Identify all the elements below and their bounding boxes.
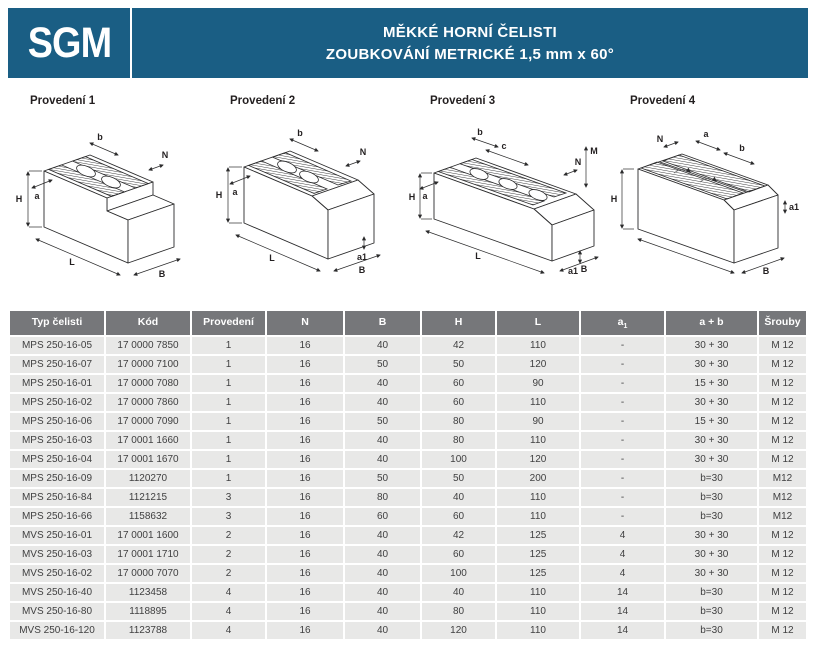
cell-typ-celisti: MVS 250-16-40: [10, 584, 104, 601]
col-header-n: [267, 311, 343, 335]
cell-a-plus-b: b=30: [666, 584, 757, 601]
cell-a-plus-b: 30 + 30: [666, 432, 757, 449]
cell-h: 60: [422, 508, 495, 525]
cell-a1: -: [581, 489, 664, 506]
cell-typ-celisti: MPS 250-16-02: [10, 394, 104, 411]
col-header-kod: [106, 311, 190, 335]
table-header-row: [10, 311, 806, 335]
drawing-provedeni-4-isometric: [608, 109, 808, 283]
cell-kod: 17 0001 1710: [106, 546, 190, 563]
cell-b: 40: [345, 432, 420, 449]
dim-label-B: B: [358, 265, 366, 275]
cell-typ-celisti: MVS 250-16-80: [10, 603, 104, 620]
figure-title: Provedení 4: [630, 95, 696, 107]
cell-a1: -: [581, 413, 664, 430]
cell-kod: 1158632: [106, 508, 190, 525]
figure-provedeni-4: [608, 93, 808, 283]
cell-typ-celisti: MPS 250-16-04: [10, 451, 104, 468]
table-row: [10, 413, 806, 430]
drawing-provedeni-3-isometric: [408, 109, 608, 283]
cell-srouby: M 12: [759, 622, 806, 639]
cell-a1: 14: [581, 584, 664, 601]
cell-h: 60: [422, 546, 495, 563]
col-header-label: a: [617, 315, 624, 328]
cell-provedeni: 1: [192, 470, 265, 487]
col-header-label: Kód: [137, 315, 159, 328]
cell-typ-celisti: MPS 250-16-09: [10, 470, 104, 487]
cell-b: 50: [345, 470, 420, 487]
cell-b: 40: [345, 451, 420, 468]
cell-kod: 17 0001 1660: [106, 432, 190, 449]
cell-kod: 17 0001 1670: [106, 451, 190, 468]
cell-srouby: M12: [759, 508, 806, 525]
cell-a-plus-b: 30 + 30: [666, 337, 757, 354]
cell-a-plus-b: 15 + 30: [666, 413, 757, 430]
table-row: [10, 489, 806, 506]
cell-a-plus-b: 30 + 30: [666, 356, 757, 373]
col-header-a-plus-b: [666, 311, 757, 335]
col-header-label: L: [534, 315, 542, 328]
cell-kod: 1123788: [106, 622, 190, 639]
cell-srouby: M 12: [759, 413, 806, 430]
brand-logo: SGM: [27, 18, 111, 67]
table-row: [10, 565, 806, 582]
dim-label-H: H: [15, 194, 23, 204]
cell-kod: 17 0000 7080: [106, 375, 190, 392]
cell-typ-celisti: MPS 250-16-05: [10, 337, 104, 354]
cell-a1: -: [581, 375, 664, 392]
cell-a-plus-b: 30 + 30: [666, 527, 757, 544]
col-header-label: Šrouby: [764, 315, 801, 328]
cell-l: 90: [497, 375, 579, 392]
cell-h: 42: [422, 337, 495, 354]
cell-typ-celisti: MVS 250-16-02: [10, 565, 104, 582]
cell-srouby: M 12: [759, 565, 806, 582]
cell-n: 16: [267, 451, 343, 468]
table-row: [10, 337, 806, 354]
dim-label-a: a: [34, 191, 40, 201]
table-row: [10, 470, 806, 487]
drawings-row: [8, 93, 808, 283]
table-header: [10, 311, 806, 335]
cell-provedeni: 1: [192, 413, 265, 430]
dim-label-H: H: [408, 192, 416, 202]
dim-label-b: b: [739, 143, 745, 153]
col-header-label: H: [454, 315, 463, 328]
cell-provedeni: 2: [192, 565, 265, 582]
cell-a-plus-b: 30 + 30: [666, 565, 757, 582]
cell-a1: -: [581, 508, 664, 525]
cell-a1: -: [581, 356, 664, 373]
table-row: [10, 356, 806, 373]
dim-label-a: a: [422, 191, 428, 201]
cell-a-plus-b: b=30: [666, 622, 757, 639]
cell-b: 40: [345, 546, 420, 563]
cell-srouby: M12: [759, 489, 806, 506]
cell-n: 16: [267, 603, 343, 620]
cell-l: 120: [497, 356, 579, 373]
cell-l: 125: [497, 565, 579, 582]
cell-h: 80: [422, 603, 495, 620]
cell-b: 40: [345, 375, 420, 392]
cell-a-plus-b: 30 + 30: [666, 546, 757, 563]
cell-a1: 14: [581, 603, 664, 620]
cell-a-plus-b: 30 + 30: [666, 394, 757, 411]
cell-n: 16: [267, 527, 343, 544]
dim-label-N: N: [359, 147, 367, 157]
cell-l: 110: [497, 584, 579, 601]
table-row: [10, 508, 806, 525]
cell-typ-celisti: MPS 250-16-03: [10, 432, 104, 449]
cell-b: 40: [345, 584, 420, 601]
cell-kod: 17 0000 7070: [106, 565, 190, 582]
cell-h: 40: [422, 584, 495, 601]
table-row: [10, 451, 806, 468]
dim-label-M: M: [590, 146, 598, 156]
cell-b: 60: [345, 508, 420, 525]
page-title-line1: MĚKKÉ HORNÍ ČELISTI: [382, 23, 558, 41]
cell-provedeni: 4: [192, 622, 265, 639]
cell-l: 125: [497, 546, 579, 563]
col-header-a1: [581, 311, 664, 335]
col-header-label: Provedení: [203, 315, 254, 328]
cell-n: 16: [267, 432, 343, 449]
cell-srouby: M12: [759, 470, 806, 487]
col-header-typ-celisti: [10, 311, 104, 335]
cell-n: 16: [267, 356, 343, 373]
figure-title: Provedení 3: [430, 95, 496, 107]
cell-provedeni: 4: [192, 603, 265, 620]
cell-srouby: M 12: [759, 337, 806, 354]
cell-h: 80: [422, 413, 495, 430]
cell-b: 50: [345, 413, 420, 430]
cell-b: 40: [345, 394, 420, 411]
cell-a1: 4: [581, 546, 664, 563]
dim-label-N: N: [161, 150, 169, 160]
figure-provedeni-1: [8, 93, 208, 283]
dim-label-b: b: [297, 128, 303, 138]
dim-label-a1: a1: [788, 202, 800, 212]
cell-provedeni: 3: [192, 489, 265, 506]
cell-kod: 1123458: [106, 584, 190, 601]
figure-provedeni-2: [208, 93, 408, 283]
cell-n: 16: [267, 584, 343, 601]
cell-kod: 17 0000 7100: [106, 356, 190, 373]
dim-label-b: b: [477, 127, 483, 137]
cell-l: 110: [497, 489, 579, 506]
table-body: [10, 337, 806, 639]
cell-b: 80: [345, 489, 420, 506]
cell-provedeni: 3: [192, 508, 265, 525]
dim-label-a1: a1: [567, 266, 579, 276]
cell-srouby: M 12: [759, 375, 806, 392]
cell-typ-celisti: MPS 250-16-01: [10, 375, 104, 392]
col-header-label: N: [301, 315, 309, 328]
logo-box: [8, 8, 132, 78]
cell-kod: 1120270: [106, 470, 190, 487]
cell-l: 90: [497, 413, 579, 430]
cell-n: 16: [267, 508, 343, 525]
cell-provedeni: 1: [192, 375, 265, 392]
cell-provedeni: 1: [192, 451, 265, 468]
cell-a1: -: [581, 470, 664, 487]
cell-srouby: M 12: [759, 356, 806, 373]
dim-label-B: B: [158, 269, 166, 279]
cell-b: 40: [345, 527, 420, 544]
cell-a-plus-b: 30 + 30: [666, 451, 757, 468]
cell-srouby: M 12: [759, 527, 806, 544]
header-titles: [132, 8, 808, 78]
col-header-sub: 1: [623, 323, 628, 331]
cell-typ-celisti: MVS 250-16-03: [10, 546, 104, 563]
cell-b: 40: [345, 565, 420, 582]
cell-n: 16: [267, 413, 343, 430]
cell-a1: -: [581, 432, 664, 449]
figure-title: Provedení 2: [230, 95, 296, 107]
dim-label-a1: a1: [356, 252, 368, 262]
dim-label-a: a: [703, 129, 709, 139]
cell-a1: -: [581, 394, 664, 411]
dim-label-L: L: [69, 257, 75, 267]
cell-a-plus-b: b=30: [666, 508, 757, 525]
col-header-b: [345, 311, 420, 335]
cell-kod: 17 0000 7860: [106, 394, 190, 411]
cell-a1: 4: [581, 527, 664, 544]
cell-a-plus-b: 15 + 30: [666, 375, 757, 392]
cell-typ-celisti: MPS 250-16-06: [10, 413, 104, 430]
cell-provedeni: 2: [192, 546, 265, 563]
cell-h: 50: [422, 470, 495, 487]
figure-provedeni-3: [408, 93, 608, 283]
cell-l: 110: [497, 432, 579, 449]
jaws-spec-table: [8, 309, 808, 641]
cell-l: 110: [497, 337, 579, 354]
cell-typ-celisti: MPS 250-16-66: [10, 508, 104, 525]
cell-n: 16: [267, 546, 343, 563]
table-row: [10, 622, 806, 639]
cell-b: 40: [345, 603, 420, 620]
cell-n: 16: [267, 375, 343, 392]
cell-srouby: M 12: [759, 584, 806, 601]
cell-b: 50: [345, 356, 420, 373]
cell-srouby: M 12: [759, 546, 806, 563]
table-row: [10, 584, 806, 601]
table-row: [10, 432, 806, 449]
cell-provedeni: 1: [192, 356, 265, 373]
table-row: [10, 394, 806, 411]
cell-a1: -: [581, 451, 664, 468]
col-header-label: B: [378, 315, 387, 328]
drawing-provedeni-1-isometric: [12, 109, 204, 283]
cell-n: 16: [267, 622, 343, 639]
dim-label-c: c: [501, 141, 507, 151]
dim-label-B: B: [580, 264, 588, 274]
cell-h: 40: [422, 489, 495, 506]
cell-provedeni: 2: [192, 527, 265, 544]
cell-typ-celisti: MPS 250-16-07: [10, 356, 104, 373]
table-row: [10, 546, 806, 563]
table-row: [10, 375, 806, 392]
cell-h: 100: [422, 451, 495, 468]
cell-srouby: M 12: [759, 394, 806, 411]
dim-label-L: L: [475, 251, 481, 261]
cell-h: 120: [422, 622, 495, 639]
cell-provedeni: 4: [192, 584, 265, 601]
col-header-l: [497, 311, 579, 335]
cell-n: 16: [267, 470, 343, 487]
cell-b: 40: [345, 622, 420, 639]
cell-h: 50: [422, 356, 495, 373]
cell-kod: 17 0000 7850: [106, 337, 190, 354]
cell-n: 16: [267, 337, 343, 354]
cell-l: 120: [497, 451, 579, 468]
cell-l: 110: [497, 508, 579, 525]
cell-kod: 17 0000 7090: [106, 413, 190, 430]
cell-srouby: M 12: [759, 432, 806, 449]
cell-l: 200: [497, 470, 579, 487]
dim-label-b: b: [97, 132, 103, 142]
col-header-label: a + b: [699, 315, 724, 328]
cell-h: 80: [422, 432, 495, 449]
header-banner: [8, 8, 808, 78]
figure-title: Provedení 1: [30, 95, 96, 107]
cell-n: 16: [267, 489, 343, 506]
cell-l: 125: [497, 527, 579, 544]
cell-b: 40: [345, 337, 420, 354]
col-header-provedeni: [192, 311, 265, 335]
cell-h: 100: [422, 565, 495, 582]
dim-label-a: a: [232, 187, 238, 197]
cell-typ-celisti: MVS 250-16-01: [10, 527, 104, 544]
dim-label-N: N: [656, 134, 664, 144]
col-header-srouby: [759, 311, 806, 335]
cell-provedeni: 1: [192, 337, 265, 354]
dim-label-H: H: [215, 190, 223, 200]
table-row: [10, 603, 806, 620]
cell-l: 110: [497, 622, 579, 639]
cell-h: 60: [422, 375, 495, 392]
cell-n: 16: [267, 394, 343, 411]
cell-n: 16: [267, 565, 343, 582]
dim-label-H: H: [610, 194, 618, 204]
cell-l: 110: [497, 603, 579, 620]
cell-kod: 1118895: [106, 603, 190, 620]
cell-provedeni: 1: [192, 394, 265, 411]
cell-srouby: M 12: [759, 451, 806, 468]
cell-a1: -: [581, 337, 664, 354]
dim-label-B: B: [762, 266, 770, 276]
cell-typ-celisti: MPS 250-16-84: [10, 489, 104, 506]
dim-label-L: L: [269, 253, 275, 263]
page-title-line2: ZOUBKOVÁNÍ METRICKÉ 1,5 mm x 60°: [325, 45, 615, 63]
cell-a-plus-b: b=30: [666, 489, 757, 506]
drawing-provedeni-2-isometric: [212, 109, 404, 283]
cell-h: 42: [422, 527, 495, 544]
cell-kod: 1121215: [106, 489, 190, 506]
col-header-label: Typ čelisti: [31, 315, 83, 328]
cell-provedeni: 1: [192, 432, 265, 449]
cell-a-plus-b: b=30: [666, 603, 757, 620]
dim-label-N: N: [574, 157, 582, 167]
cell-l: 110: [497, 394, 579, 411]
cell-srouby: M 12: [759, 603, 806, 620]
cell-kod: 17 0001 1600: [106, 527, 190, 544]
col-header-h: [422, 311, 495, 335]
cell-a1: 14: [581, 622, 664, 639]
cell-a1: 4: [581, 565, 664, 582]
table-row: [10, 527, 806, 544]
cell-a-plus-b: b=30: [666, 470, 757, 487]
cell-h: 60: [422, 394, 495, 411]
cell-typ-celisti: MVS 250-16-120: [10, 622, 104, 639]
